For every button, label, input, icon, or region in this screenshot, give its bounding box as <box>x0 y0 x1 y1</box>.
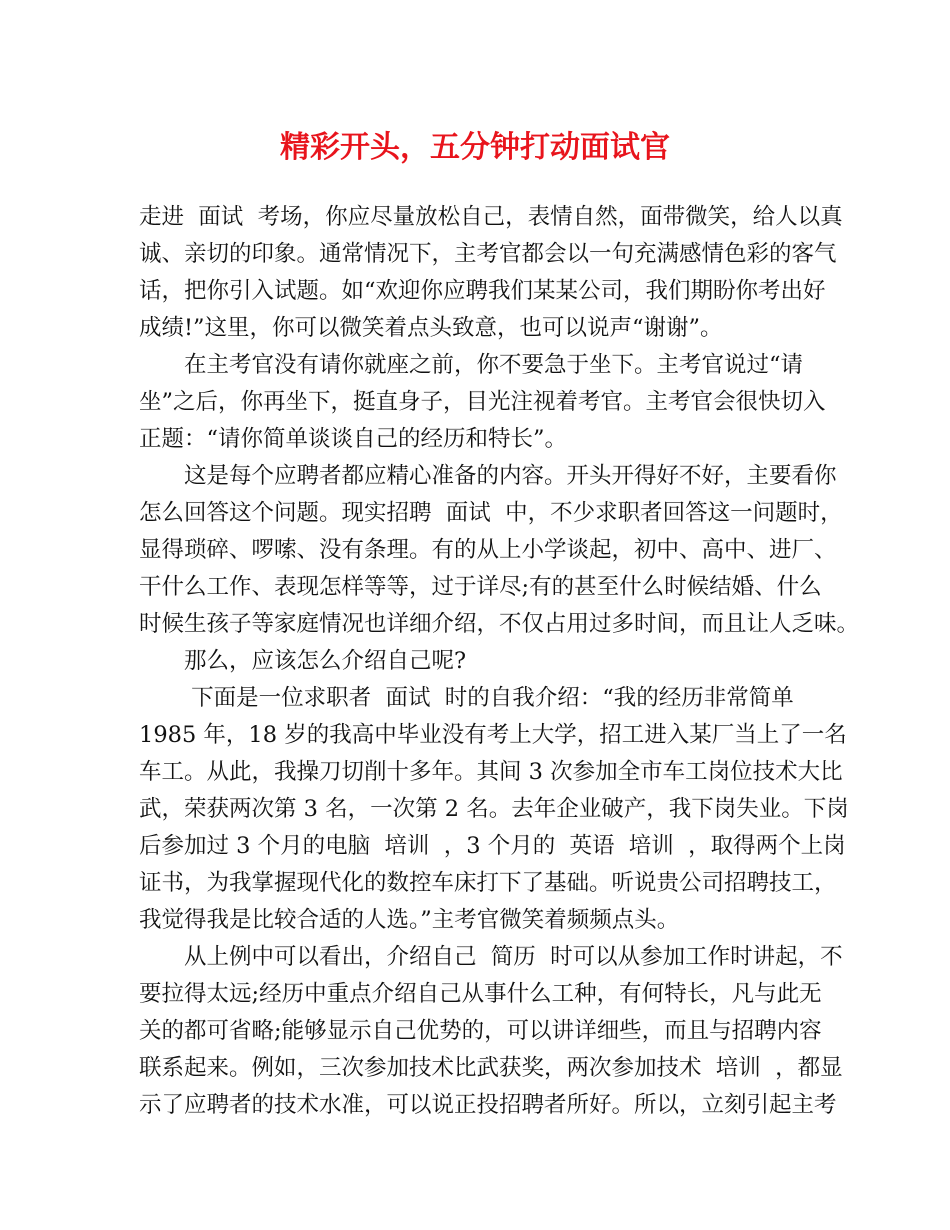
text-line: 联系起来。例如，三次参加技术比武获奖，两次参加技术 培训 ，都显 <box>139 1055 843 1081</box>
text-line: 示了应聘者的技术水准，可以说正投招聘者所好。所以，立刻引起主考 <box>139 1092 837 1118</box>
text-line: 那么，应该怎么介绍自己呢? <box>184 648 467 674</box>
text-line: 我觉得我是比较合适的人选。”主考官微笑着频频点头。 <box>139 907 680 933</box>
text-line: 正题：“请你简单谈谈自己的经历和特长”。 <box>139 426 568 452</box>
text-line: 1985 年，18 岁的我高中毕业没有考上大学，招工进入某厂当上了一名 <box>139 722 847 748</box>
text-line: 成绩!”这里，你可以微笑着点头致意，也可以说声“谢谢”。 <box>139 315 723 341</box>
text-line: 这是每个应聘者都应精心准备的内容。开头开得好不好，主要看你 <box>184 463 837 489</box>
text-line: 后参加过 3 个月的电脑 培训 ，3 个月的 英语 培训 ，取得两个上岗 <box>139 833 846 859</box>
text-line: 走进 面试 考场，你应尽量放松自己，表情自然，面带微笑，给人以真 <box>139 204 843 230</box>
text-line: 关的都可省略;能够显示自己优势的，可以讲详细些，而且与招聘内容 <box>139 1018 822 1044</box>
text-line: 证书，为我掌握现代化的数控车床打下了基础。听说贵公司招聘技工， <box>139 870 837 896</box>
document-title: 精彩开头，五分钟打动面试官 <box>280 130 670 165</box>
text-line: 时候生孩子等家庭情况也详细介绍，不仅占用过多时间，而且让人乏味。 <box>139 611 860 637</box>
text-line: 干什么工作、表现怎样等等，过于详尽;有的甚至什么时候结婚、什么 <box>139 574 822 600</box>
text-line: 武，荣获两次第 3 名，一次第 2 名。去年企业破产，我下岗失业。下岗 <box>139 796 849 822</box>
text-line: 话，把你引入试题。如“欢迎你应聘我们某某公司，我们期盼你考出好 <box>139 278 826 304</box>
text-line: 要拉得太远;经历中重点介绍自己从事什么工种，有何特长，凡与此无 <box>139 981 822 1007</box>
text-line: 车工。从此，我操刀切削十多年。其间 3 次参加全市车工岗位技术大比 <box>139 759 843 785</box>
text-line: 在主考官没有请你就座之前，你不要急于坐下。主考官说过“请 <box>184 352 804 378</box>
text-line: 下面是一位求职者 面试 时的自我介绍：“我的经历非常简单 <box>184 685 794 711</box>
text-line: 坐”之后，你再坐下，挺直身子，目光注视着考官。主考官会很快切入 <box>139 389 826 415</box>
text-line: 诚、亲切的印象。通常情况下，主考官都会以一句充满感情色彩的客气 <box>139 241 837 267</box>
text-line: 显得琐碎、啰嗦、没有条理。有的从上小学谈起，初中、高中、进厂、 <box>139 537 837 563</box>
text-line: 从上例中可以看出，介绍自己 简历 时可以从参加工作时讲起，不 <box>184 944 843 970</box>
text-line: 怎么回答这个问题。现实招聘 面试 中，不少求职者回答这一问题时， <box>139 500 843 526</box>
